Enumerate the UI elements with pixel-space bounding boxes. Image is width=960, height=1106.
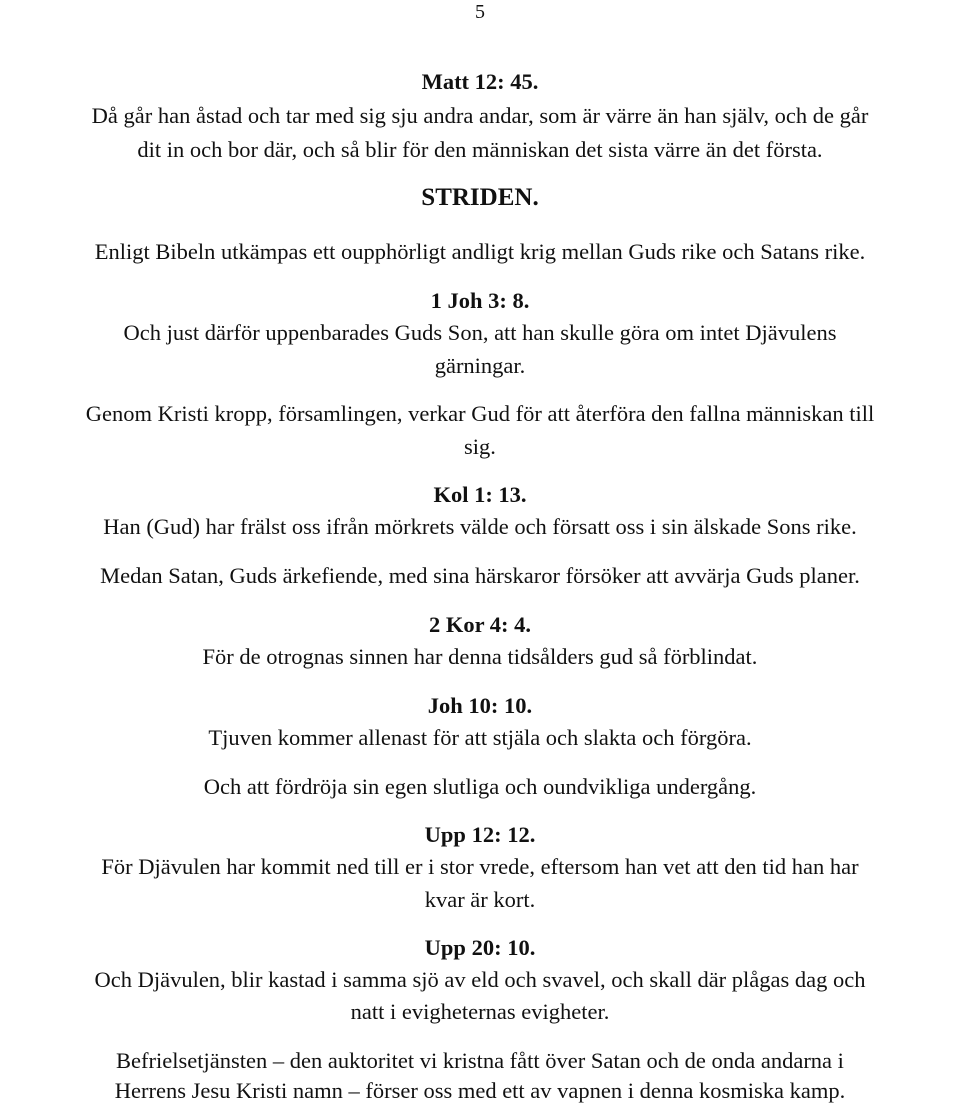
upp20-reference: Upp 20: 10.: [424, 935, 536, 960]
kristi-text-line-2: sig.: [464, 434, 496, 459]
matt-text-line-2: dit in och bor där, och så blir för den människan det sista värre än det första.: [137, 137, 823, 162]
joh10-reference: Joh 10: 10.: [427, 693, 533, 718]
upp20-text-line-1: Och Djävulen, blir kastad i samma sjö av eld och svavel, och skall där plågas dag och: [94, 967, 866, 992]
joh1-text-line-1: Och just därför uppenbarades Guds Son, att han skulle göra om intet Djävulens: [123, 320, 837, 345]
kor-text: För de otrognas sinnen har denna tidsålders gud så förblindat.: [202, 644, 758, 669]
page-number: 5: [475, 1, 485, 23]
joh1-text-line-2: gärningar.: [434, 353, 526, 378]
upp20-text-line-2: natt i evigheternas evigheter.: [350, 999, 610, 1024]
upp12-reference: Upp 12: 12.: [424, 822, 536, 847]
upp12-text-line-1: För Djävulen har kommit ned till er i stor vrede, eftersom han vet att den tid han har: [101, 854, 859, 879]
kor-reference: 2 Kor 4: 4.: [428, 612, 532, 637]
upp12-text-line-2: kvar är kort.: [424, 887, 536, 912]
fordroja-text: Och att fördröja sin egen slutliga och oundvikliga undergång.: [203, 774, 757, 799]
intro-text: Enligt Bibeln utkämpas ett oupphörligt andligt krig mellan Guds rike och Satans rike.: [94, 239, 866, 264]
befrielse-text-line-2: Herrens Jesu Kristi namn – förser oss med ett av vapnen i denna kosmiska kamp.: [114, 1078, 846, 1103]
kol-reference: Kol 1: 13.: [433, 482, 527, 507]
befrielse-text-line-1: Befrielsetjänsten – den auktoritet vi kristna fått över Satan och de onda andarna i: [116, 1048, 844, 1073]
satan-text: Medan Satan, Guds ärkefiende, med sina härskaror försöker att avvärja Guds planer.: [100, 563, 860, 588]
joh1-reference: 1 Joh 3: 8.: [430, 288, 530, 313]
section-heading: STRIDEN.: [421, 184, 539, 211]
matt-text-line-1: Då går han åstad och tar med sig sju andra andar, som är värre än han själv, och de går: [91, 103, 869, 128]
kristi-text-line-1: Genom Kristi kropp, församlingen, verkar Gud för att återföra den fallna människan till: [85, 401, 875, 426]
kol-text: Han (Gud) har frälst oss ifrån mörkrets välde och försatt oss i sin älskade Sons rike.: [103, 514, 857, 539]
joh10-text: Tjuven kommer allenast för att stjäla och slakta och förgöra.: [208, 725, 752, 750]
matt-reference: Matt 12: 45.: [421, 69, 539, 94]
